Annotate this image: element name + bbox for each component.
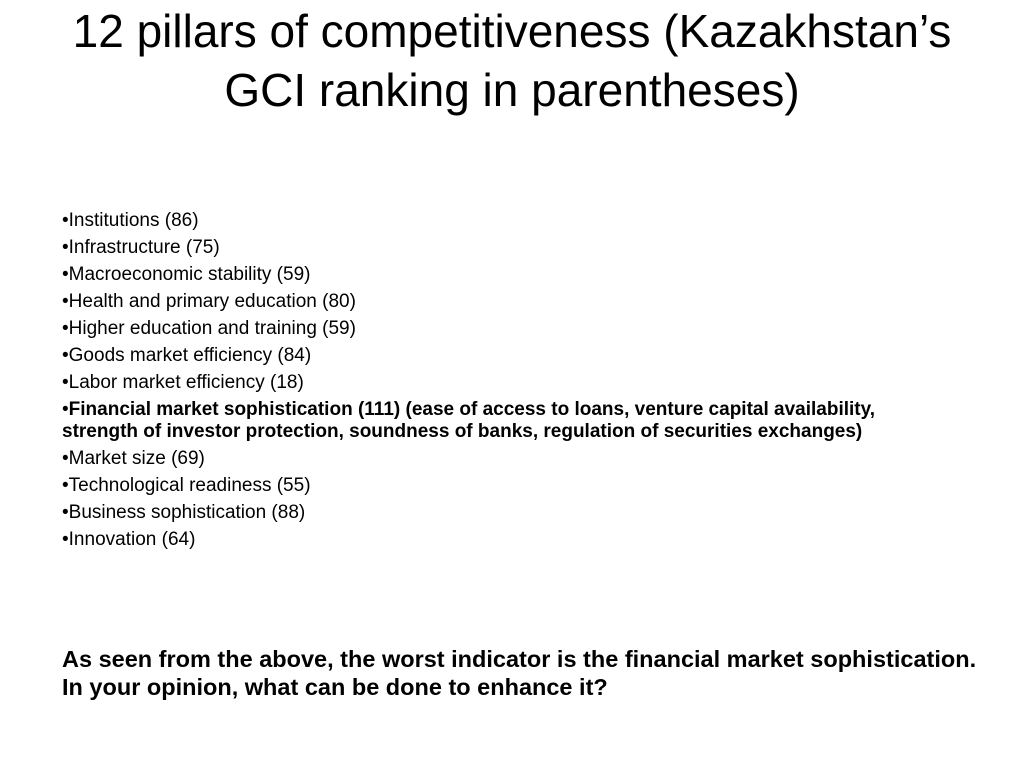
pillar-text: Market size (69) <box>68 448 205 469</box>
pillar-item <box>62 264 942 285</box>
pillar-item <box>62 291 942 312</box>
bullet: • <box>62 210 69 231</box>
bullet: • <box>62 502 69 523</box>
slide-title: 12 pillars of competitiveness (Kazakhstan’s GCI ranking in parentheses) <box>72 5 952 116</box>
pillar-item <box>62 237 942 258</box>
bullet: • <box>62 318 69 339</box>
pillar-text: Goods market efficiency (84) <box>68 345 312 366</box>
discussion-question: As seen from the above, the worst indicator is the financial market sophistication. In your opinion, what can be done to enhance it? <box>62 646 977 700</box>
pillar-text: Business sophistication (88) <box>68 502 306 523</box>
pillar-item <box>62 210 942 231</box>
pillar-text: Health and primary education (80) <box>68 291 356 312</box>
pillar-text: Higher education and training (59) <box>68 318 356 339</box>
bullet: • <box>62 345 69 366</box>
pillar-item <box>62 502 942 523</box>
pillar-text: Infrastructure (75) <box>68 237 220 258</box>
bullet: • <box>62 237 69 258</box>
bullet: • <box>62 372 69 393</box>
pillar-text: Labor market efficiency (18) <box>68 372 304 393</box>
bullet: • <box>62 264 69 285</box>
bullet: • <box>62 291 69 312</box>
bullet: • <box>62 529 69 550</box>
pillar-item <box>62 345 942 366</box>
bullet: • <box>62 399 69 420</box>
pillar-item <box>62 372 942 393</box>
pillar-text: Technological readiness (55) <box>68 475 311 496</box>
pillar-item-highlight <box>62 399 942 442</box>
pillar-item <box>62 529 942 550</box>
pillar-item <box>62 448 942 469</box>
pillar-text: Macroeconomic stability (59) <box>68 264 311 285</box>
pillar-item <box>62 475 942 496</box>
bullet: • <box>62 475 69 496</box>
pillar-text: Innovation (64) <box>68 529 196 550</box>
pillar-item <box>62 318 942 339</box>
bullet: • <box>62 448 69 469</box>
pillar-text: Financial market sophistication (111) (ease of access to loans, venture capital availability, strength of investor protection, soundness of banks, regulation of securities exchanges) <box>62 399 876 442</box>
pillar-text: Institutions (86) <box>68 210 199 231</box>
pillar-list <box>62 210 942 556</box>
